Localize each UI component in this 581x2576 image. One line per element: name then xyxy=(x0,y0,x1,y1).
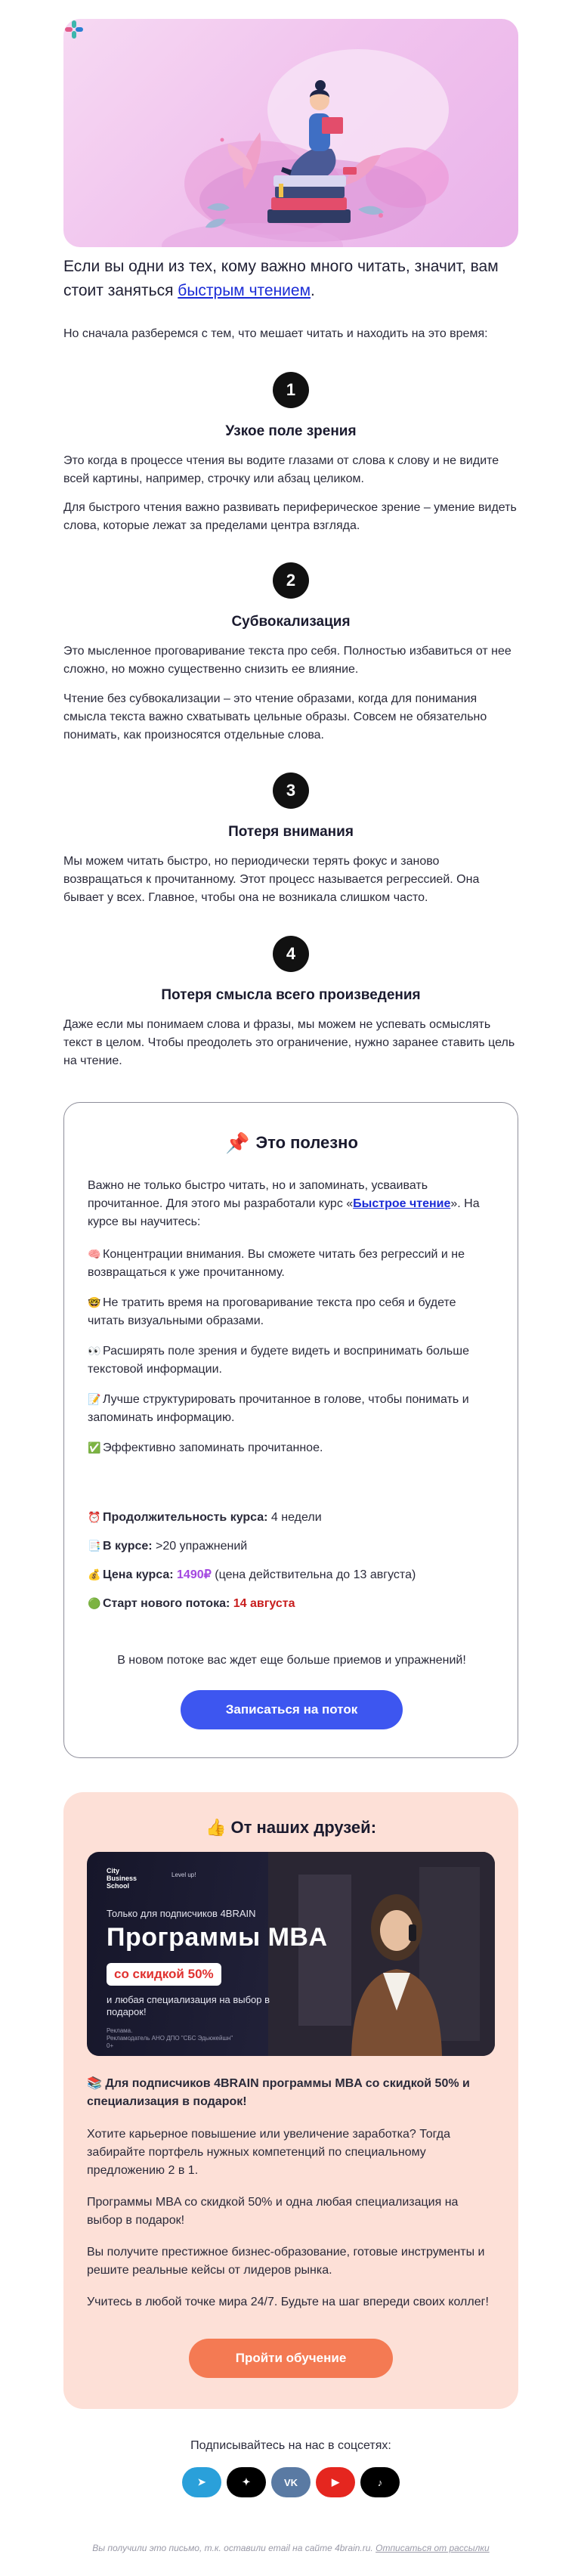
promo-headline: 📚 Для подписчиков 4BRAIN программы MBA со скидкой 50% и специализация в подарок! xyxy=(87,2077,470,2108)
benefit-item: 📝 Лучше структурировать прочитанное в голове, чтобы понимать и запоминать информацию. xyxy=(88,1390,496,1427)
section-number-badge: 3 xyxy=(273,772,309,809)
level-up-label: Level up! xyxy=(172,1872,196,1878)
banner-subtitle: Только для подписчиков 4BRAIN xyxy=(107,1908,256,1919)
lead-text: Но сначала разберемся с тем, что мешает читать и находить на это время: xyxy=(63,327,488,340)
eyes-icon: 👀 xyxy=(88,1345,101,1357)
section-number-badge: 1 xyxy=(273,372,309,408)
section-paragraph: Чтение без субвокализации – это чтение образами, когда для понимания смысла текста важно схватывать цельные образы. Совсем не обязательно понимать, как произносятся отдельные слова. xyxy=(63,692,487,742)
telegram-icon[interactable]: ➤ xyxy=(182,2467,221,2497)
enroll-button[interactable]: Записаться на поток xyxy=(181,1690,403,1729)
dzen-icon[interactable]: ✦ xyxy=(227,2467,266,2497)
memo-icon: 📝 xyxy=(88,1393,101,1405)
course-duration: ⏰ Продолжительность курса: 4 недели xyxy=(88,1508,496,1527)
discount-badge: со скидкой 50% xyxy=(107,1963,221,1986)
section-paragraph: Это когда в процессе чтения вы водите глазами от слова к слову и не видите всей картины, например, строчку или абзац целиком. xyxy=(63,454,499,485)
banner-spec: и любая специализация на выбор в подарок! xyxy=(107,1994,270,2017)
brain-icon: 🧠 xyxy=(88,1248,101,1260)
banner-headline: Программы MBA xyxy=(107,1923,328,1952)
money-bag-icon: 💰 xyxy=(88,1568,101,1581)
speed-reading-course-link[interactable]: Быстрое чтение xyxy=(353,1197,451,1210)
books-icon: 📚 xyxy=(87,2077,102,2090)
mba-banner[interactable] xyxy=(87,1852,495,2056)
course-note: В новом потоке вас ждет еще больше приемов и упражнений! xyxy=(117,1654,466,1667)
thumbs-up-icon: 👍 xyxy=(205,1818,227,1837)
hero-illustration xyxy=(63,19,518,247)
course-price: 💰 Цена курса: 1490₽ (цена действительна до 13 августа) xyxy=(88,1565,496,1584)
alarm-clock-icon: ⏰ xyxy=(88,1511,101,1523)
benefit-item: 🤓 Не тратить время на проговаривание текста про себя и будете читать визуальными образами. xyxy=(88,1293,496,1330)
partner-promo-box xyxy=(63,1792,518,2409)
bookmark-tabs-icon: 📑 xyxy=(88,1540,101,1552)
reading-woman-illustration xyxy=(63,19,518,247)
section-title: Субвокализация xyxy=(231,614,351,630)
benefit-item: 🧠 Концентрации внимания. Вы сможете читать без регрессий и не возвращаться к уже прочитанному. xyxy=(88,1245,496,1282)
section-paragraph: Это мысленное проговаривание текста про себя. Полностью избавиться от нее сложно, но можно существенно снизить ее влияние. xyxy=(63,645,511,676)
intro-text: Если вы одни из тех, кому важно много читать, значит, вам стоит заняться быстрым чтением. xyxy=(63,258,499,299)
course-info-box xyxy=(63,1102,518,1758)
city-business-school-logo: City Business School xyxy=(107,1867,138,1890)
course-box-title: 📌 Это полезно xyxy=(225,1132,358,1154)
speed-reading-link[interactable]: быстрым чтением xyxy=(178,282,311,299)
section-title: Узкое поле зрения xyxy=(225,423,357,439)
nerd-face-icon: 🤓 xyxy=(88,1296,101,1308)
course-intro: Важно не только быстро читать, но и запоминать, усваивать прочитанное. Для этого мы разработали курс «Быстрое чтение». На курсе вы научитесь: xyxy=(88,1179,480,1228)
brand-logo-icon xyxy=(63,19,85,40)
section-number-badge: 2 xyxy=(273,562,309,599)
businesswoman-photo xyxy=(268,1852,495,2056)
promo-paragraph: Хотите карьерное повышение или увеличение заработка? Тогда забирайте портфель нужных компетенций по специальному предложению 2 в 1. xyxy=(87,2128,450,2177)
start-learning-button[interactable]: Пройти обучение xyxy=(189,2339,393,2378)
tiktok-icon[interactable]: ♪ xyxy=(360,2467,400,2497)
youtube-icon[interactable]: ▶ xyxy=(316,2467,355,2497)
unsubscribe-link[interactable]: Отписаться от рассылки xyxy=(375,2543,490,2553)
partner-title: 👍 От наших друзей: xyxy=(205,1818,377,1837)
section-number-badge: 4 xyxy=(273,936,309,972)
benefit-item: ✅ Эффективно запоминать прочитанное. xyxy=(88,1438,496,1457)
vk-icon[interactable]: VK xyxy=(271,2467,311,2497)
promo-paragraph: Вы получите престижное бизнес-образование, готовые инструменты и решите реальные кейсы от лидеров рынка. xyxy=(87,2246,485,2277)
section-title: Потеря смысла всего произведения xyxy=(161,987,421,1003)
follow-text: Подписывайтесь на нас в соцсетях: xyxy=(190,2439,391,2452)
social-links xyxy=(182,2467,400,2497)
pushpin-icon: 📌 xyxy=(225,1132,250,1154)
promo-paragraph: Программы MBA со скидкой 50% и одна любая специализация на выбор в подарок! xyxy=(87,2196,459,2227)
benefit-item: 👀 Расширять поле зрения и будете видеть и воспринимать больше текстовой информации. xyxy=(88,1342,496,1379)
course-start: 🟢 Старт нового потока: 14 августа xyxy=(88,1594,496,1613)
section-paragraph: Даже если мы понимаем слова и фразы, мы можем не успевать осмыслять текст в целом. Чтобы преодолеть это ограничение, нужно заранее ставить цель на чтение. xyxy=(63,1018,515,1067)
section-paragraph: Мы можем читать быстро, но периодически терять фокус и заново возвращаться к прочитанному. Этот процесс называется регрессией. Она бывает у всех. Главное, чтобы она не возникала слишком часто. xyxy=(63,855,480,904)
ad-disclaimer: Реклама. Рекламодатель АНО ДПО "СБС Эдьюкейшн" 0+ xyxy=(107,2027,233,2049)
promo-paragraph: Учитесь в любой точке мира 24/7. Будьте на шаг впереди своих коллег! xyxy=(87,2296,489,2308)
green-circle-icon: 🟢 xyxy=(88,1597,101,1609)
section-title: Потеря внимания xyxy=(228,824,354,840)
course-exercises: 📑 В курсе: >20 упражнений xyxy=(88,1537,496,1556)
footer-text: Вы получили это письмо, т.к. оставили email на сайте 4brain.ru. Отписаться от рассылки xyxy=(92,2543,490,2553)
section-paragraph: Для быстрого чтения важно развивать периферическое зрение – умение видеть слова, которые лежат за пределами центра взгляда. xyxy=(63,501,517,532)
check-icon: ✅ xyxy=(88,1441,101,1454)
